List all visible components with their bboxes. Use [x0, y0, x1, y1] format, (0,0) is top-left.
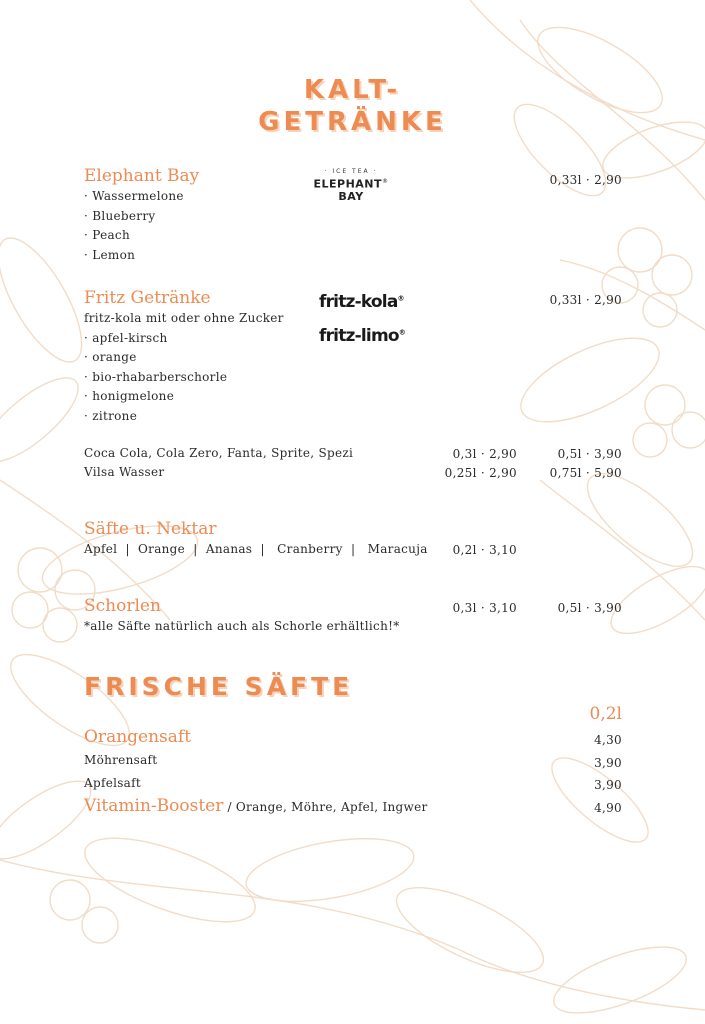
saefte-price: 0,2l · 3,10 — [452, 543, 517, 557]
frische-item-name: Apfelsaft — [84, 776, 142, 790]
soft-drink-price-large: 0,5l · 3,90 — [557, 447, 622, 461]
list-item: · Wassermelone — [84, 189, 184, 203]
elephant-bay-price: 0,33l · 2,90 — [549, 173, 622, 187]
schorlen-note: *alle Säfte natürlich auch als Schorle erhältlich!* — [84, 619, 400, 633]
list-item: · bio-rhabarberschorle — [84, 369, 228, 384]
elephant-bay-flavor-list — [84, 187, 184, 265]
section-saefte-title: Säfte u. Nektar — [84, 519, 217, 539]
frische-item-price: 4,30 — [594, 733, 622, 747]
frische-item-price: 4,90 — [594, 801, 622, 815]
frische-item-price: 3,90 — [594, 778, 622, 792]
list-item: fritz-kola mit oder ohne Zucker — [84, 311, 284, 325]
list-item: · Lemon — [84, 247, 136, 262]
frische-item-name: Möhrensaft — [84, 753, 158, 767]
section-schorlen-title: Schorlen — [84, 596, 161, 616]
elephant-bay-logo-line1: ELEPHANT® — [313, 177, 389, 191]
elephant-bay-logo-line2: BAY — [338, 189, 364, 203]
list-item: · Blueberry — [84, 208, 156, 223]
section-elephant-bay-title: Elephant Bay — [84, 166, 200, 186]
frische-item-row — [84, 796, 428, 818]
list-item: · orange — [84, 350, 137, 364]
fritz-kola-logo: fritz-kola® — [319, 292, 404, 312]
fritz-flavor-list — [84, 309, 284, 426]
fritz-price: 0,33l · 2,90 — [549, 293, 622, 307]
fritz-limo-logo: fritz-limo® — [319, 326, 405, 346]
soft-drink-price-small: 0,25l · 2,90 — [444, 466, 517, 480]
page-title — [200, 74, 505, 138]
schorlen-price-large: 0,5l · 3,90 — [557, 601, 622, 615]
list-item: · apfel-kirsch — [84, 330, 168, 345]
frische-item-desc: / Orange, Möhre, Apfel, Ingwer — [223, 800, 428, 814]
frische-size-label: 0,2l — [589, 704, 622, 724]
soft-drink-price-large: 0,75l · 5,90 — [549, 466, 622, 480]
frische-item-name: Vitamin-Booster — [84, 796, 224, 816]
soft-drink-price-small: 0,3l · 2,90 — [452, 447, 517, 461]
elephant-bay-logo-tagline: · ICE TEA · — [324, 168, 378, 175]
title-line-2: GETRÄNKE — [258, 107, 447, 137]
soft-drink-name: Vilsa Wasser — [84, 465, 165, 479]
title-line-1: KALT- — [303, 75, 402, 105]
schorlen-price-small: 0,3l · 3,10 — [452, 601, 517, 615]
list-item: · honigmelone — [84, 389, 175, 403]
soft-drink-name: Coca Cola, Cola Zero, Fanta, Sprite, Spezi — [84, 446, 354, 460]
frische-item-price: 3,90 — [594, 756, 622, 770]
frische-item-name: Orangensaft — [84, 727, 192, 747]
section-fritz-title: Fritz Getränke — [84, 288, 211, 308]
list-item: · Peach — [84, 228, 130, 242]
list-item: · zitrone — [84, 408, 138, 423]
soft-drink-row — [84, 463, 164, 483]
section-frische-title: FRISCHE SÄFTE — [84, 672, 354, 701]
elephant-bay-logo — [306, 168, 396, 206]
soft-drink-row — [84, 444, 353, 464]
saefte-flavors: Apfel | Orange | Ananas | Cranberry | Maracuja — [84, 542, 428, 556]
